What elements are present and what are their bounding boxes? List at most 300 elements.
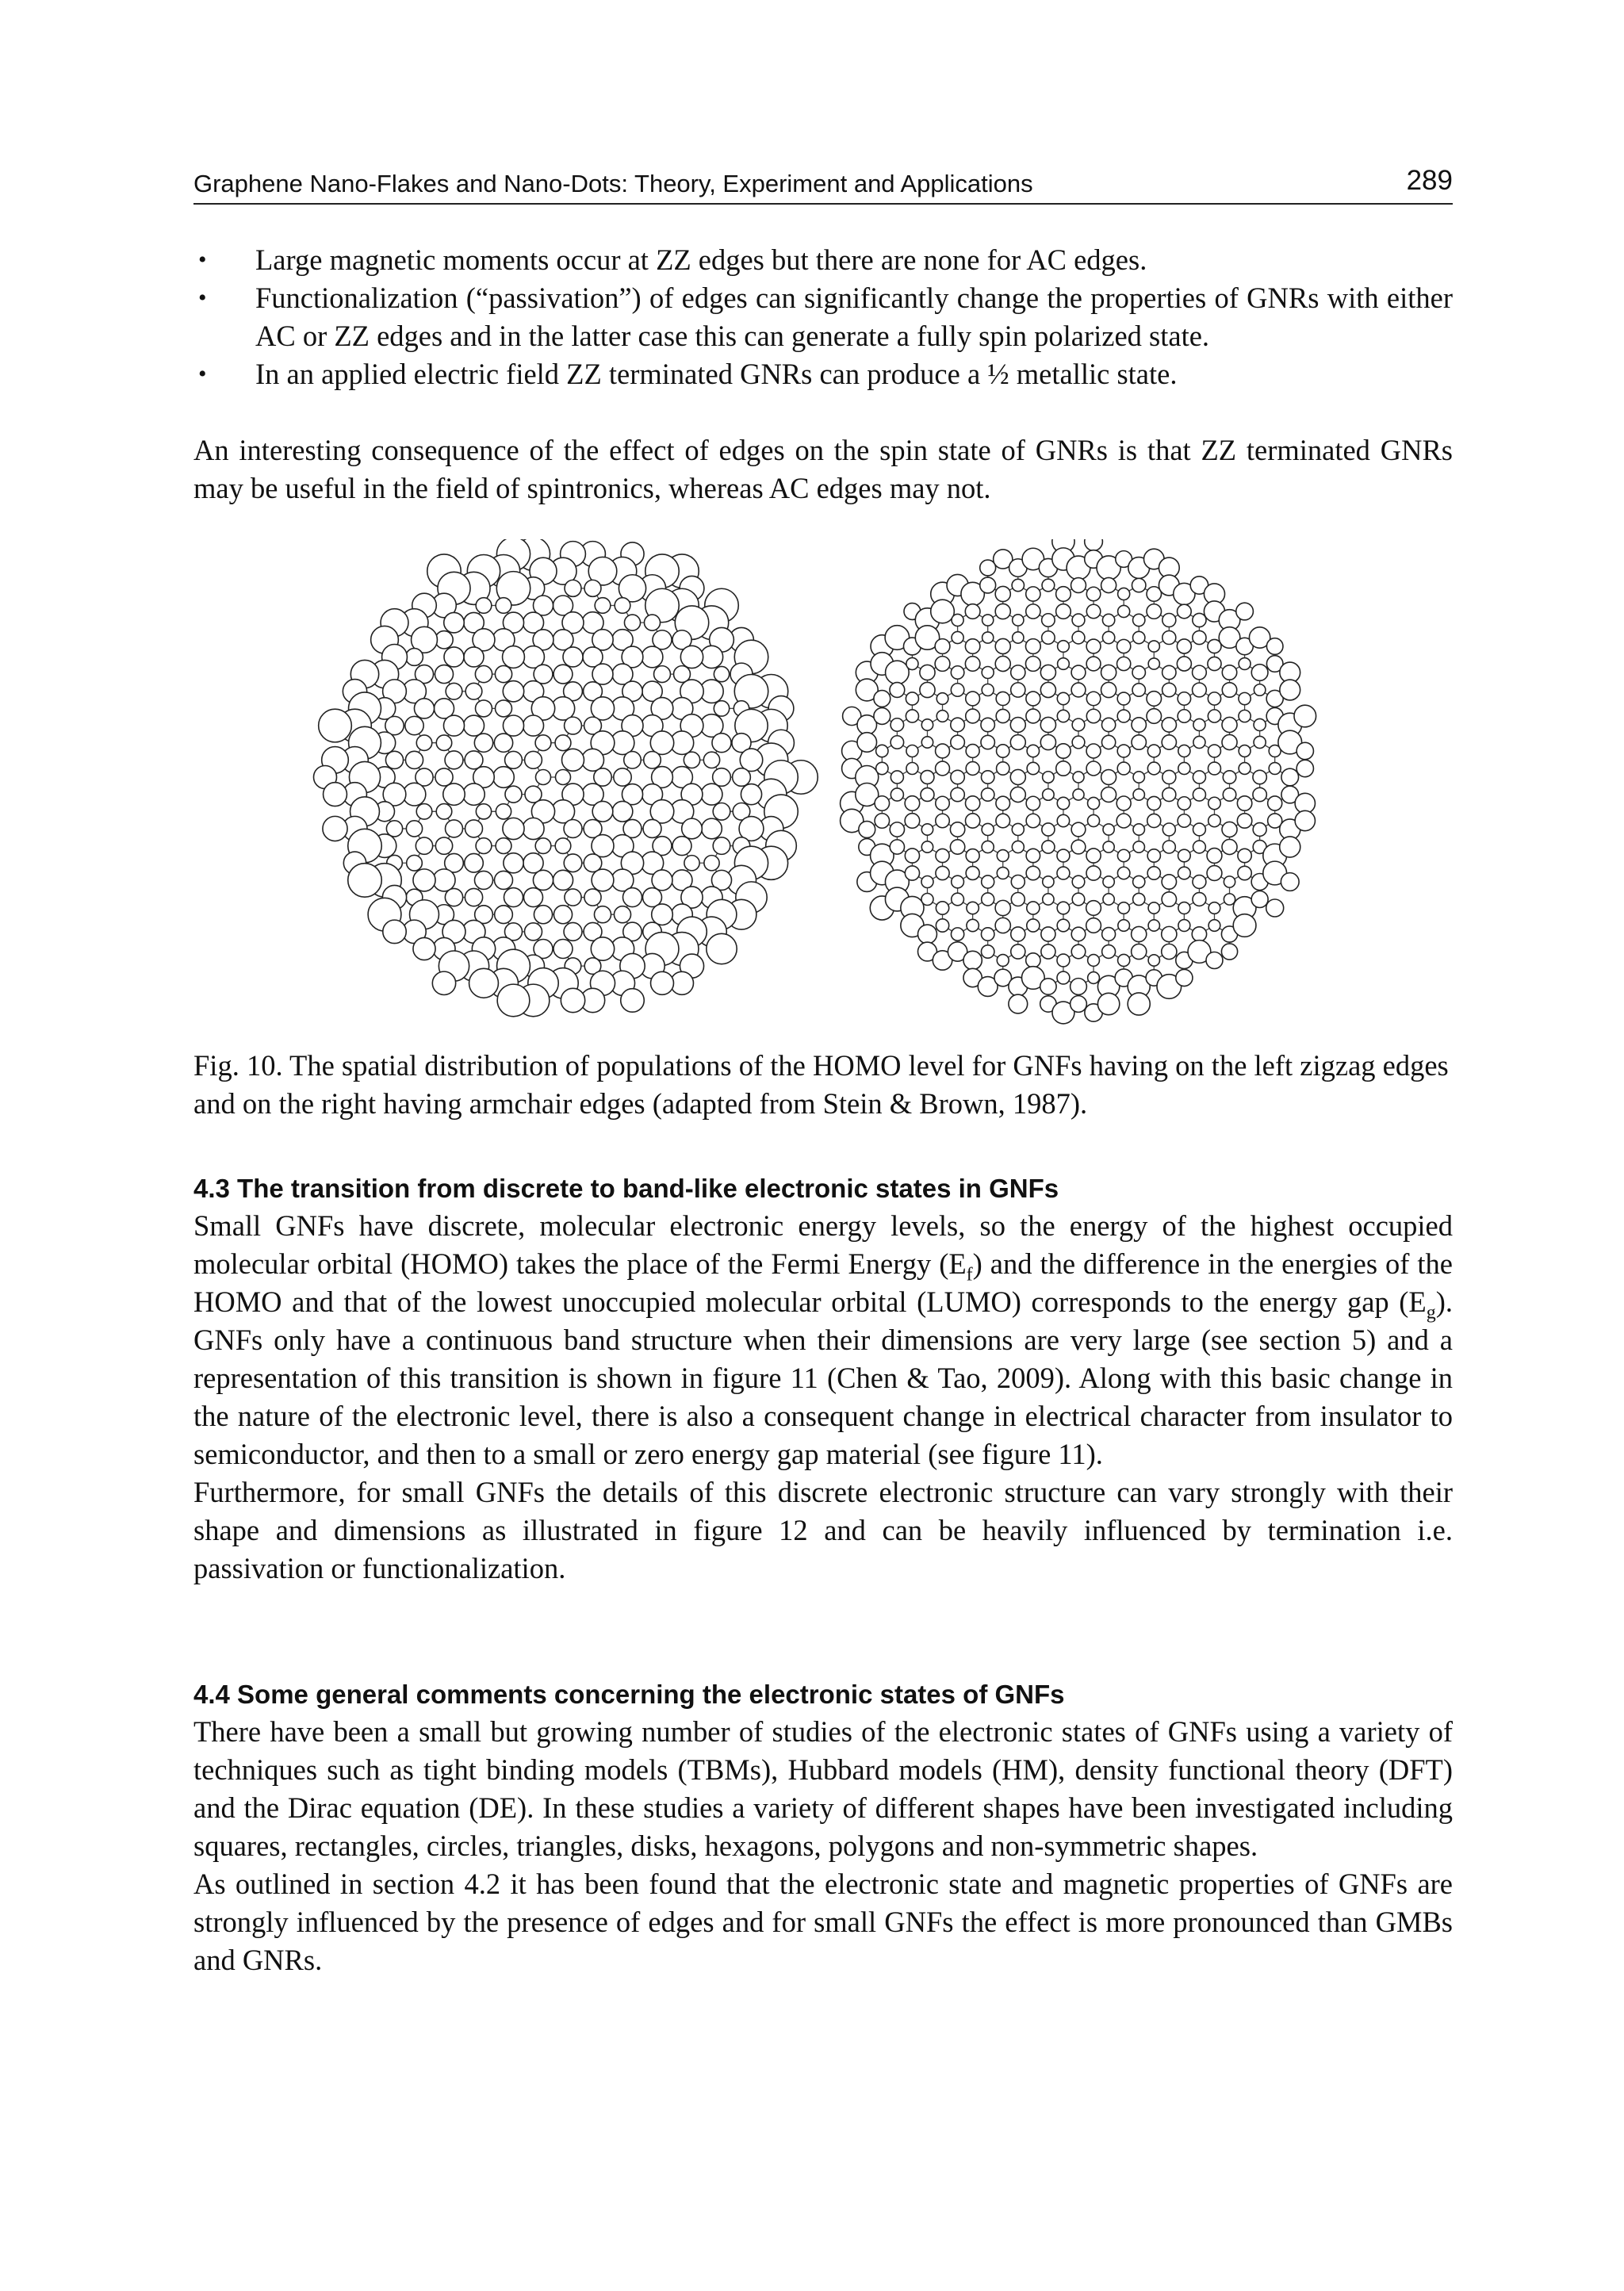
atom-site bbox=[1223, 788, 1235, 801]
atom-site bbox=[952, 631, 963, 643]
atom-site bbox=[1162, 665, 1176, 679]
atom-site bbox=[1040, 734, 1055, 749]
atom-site bbox=[503, 681, 523, 702]
atom-site bbox=[936, 814, 949, 827]
atom-site bbox=[1057, 867, 1070, 879]
atom-site bbox=[890, 840, 904, 854]
bullet-text: Functionalization (“passivation”) of edges can significantly change the properties of GNRs with either AC or ZZ edges and in the latter case this can generate a fully spin polarized state. bbox=[255, 282, 1453, 352]
atom-site bbox=[997, 745, 1009, 757]
atom-site bbox=[1072, 736, 1085, 749]
paragraph-text: ) and the difference in the energies of the HOMO and that of the lowest unoccupied molecular orbital (LUMO) corresponds to the energy gap (E bbox=[193, 1247, 1453, 1318]
atom-site bbox=[1148, 955, 1159, 966]
atom-site bbox=[1236, 603, 1254, 620]
atom-site bbox=[1117, 657, 1131, 670]
atom-site bbox=[1162, 718, 1176, 732]
atom-site bbox=[1042, 579, 1055, 592]
bullet-icon: • bbox=[198, 361, 207, 387]
atom-site bbox=[1086, 901, 1101, 916]
atom-site bbox=[1208, 745, 1220, 757]
atom-site bbox=[592, 835, 614, 857]
atom-site bbox=[981, 735, 994, 749]
atom-site bbox=[963, 951, 982, 969]
atom-site bbox=[1085, 539, 1103, 550]
atom-site bbox=[1057, 919, 1070, 932]
atom-site bbox=[582, 749, 604, 771]
atom-site bbox=[672, 837, 691, 856]
atom-site bbox=[1239, 745, 1251, 757]
atom-site bbox=[535, 735, 551, 751]
atom-site bbox=[921, 893, 933, 905]
atom-site bbox=[1268, 796, 1282, 810]
atom-site bbox=[476, 804, 491, 819]
atom-site bbox=[1040, 979, 1056, 994]
atom-site bbox=[433, 869, 455, 891]
atom-site bbox=[952, 614, 963, 626]
atom-site bbox=[917, 925, 936, 944]
atom-site bbox=[1239, 658, 1251, 670]
atom-site bbox=[495, 665, 511, 682]
atom-site bbox=[713, 803, 730, 820]
atom-site bbox=[464, 647, 484, 667]
section-4-4-paragraph-2: As outlined in section 4.2 it has been found that the electronic state and magnetic properties of GNFs are strongly influenced by the presence of edges and for small GNFs the effect is more pronounced than GMBs and GNRs. bbox=[193, 1868, 1453, 1976]
atom-site bbox=[1132, 926, 1147, 941]
atom-site bbox=[936, 693, 948, 705]
atom-site bbox=[1086, 604, 1101, 619]
atom-site bbox=[592, 869, 614, 891]
atom-site bbox=[936, 849, 949, 862]
atom-site bbox=[1026, 849, 1040, 862]
atom-site bbox=[564, 819, 582, 837]
atom-site bbox=[1117, 710, 1130, 722]
atom-site bbox=[465, 820, 483, 837]
atom-site bbox=[965, 639, 980, 654]
atom-site bbox=[1162, 683, 1176, 696]
atom-site bbox=[891, 771, 903, 783]
atom-site bbox=[1178, 902, 1190, 914]
atom-site bbox=[951, 787, 964, 801]
atom-site bbox=[1101, 682, 1116, 697]
atom-site bbox=[476, 700, 492, 717]
atom-site bbox=[1132, 666, 1145, 679]
atom-site bbox=[1011, 875, 1025, 889]
atom-site bbox=[936, 919, 948, 932]
atom-site bbox=[1071, 927, 1086, 941]
atom-site bbox=[474, 871, 492, 889]
atom-site bbox=[414, 699, 434, 718]
atom-site bbox=[595, 598, 611, 614]
atom-site bbox=[624, 752, 642, 769]
atom-site bbox=[1266, 638, 1283, 655]
atom-site bbox=[1133, 875, 1145, 887]
atom-site bbox=[1208, 657, 1221, 670]
atom-site bbox=[1027, 919, 1040, 932]
atom-site bbox=[413, 937, 435, 960]
atom-site bbox=[966, 867, 979, 880]
atom-site bbox=[383, 920, 406, 943]
atom-site bbox=[1027, 902, 1040, 914]
atom-site bbox=[1043, 772, 1054, 783]
atom-site bbox=[494, 871, 512, 889]
atom-site bbox=[319, 709, 352, 742]
atom-site bbox=[1103, 876, 1114, 887]
atom-site bbox=[684, 856, 699, 871]
atom-site bbox=[476, 598, 492, 614]
atom-site bbox=[1147, 867, 1160, 879]
atom-site bbox=[1148, 658, 1159, 669]
atom-site bbox=[1056, 587, 1071, 602]
atom-site bbox=[996, 814, 1010, 828]
atom-site bbox=[1224, 876, 1235, 887]
atom-site bbox=[951, 735, 965, 749]
atom-site bbox=[936, 711, 948, 722]
bullet-text: Large magnetic moments occur at ZZ edges but there are none for AC edges. bbox=[255, 243, 1147, 276]
atom-site bbox=[1103, 841, 1114, 852]
atom-site bbox=[997, 850, 1009, 862]
atom-site bbox=[995, 918, 1010, 933]
atom-site bbox=[523, 715, 543, 736]
atom-site bbox=[1086, 709, 1100, 722]
atom-site bbox=[1101, 770, 1116, 785]
atom-site bbox=[1254, 684, 1266, 696]
atom-site bbox=[553, 665, 573, 684]
atom-site bbox=[1193, 875, 1206, 889]
atom-site bbox=[324, 783, 347, 806]
atom-site bbox=[1012, 823, 1024, 835]
atom-site bbox=[1253, 787, 1266, 801]
atom-site bbox=[965, 657, 980, 672]
atom-site bbox=[385, 751, 403, 768]
atom-site bbox=[1162, 875, 1176, 889]
atom-site bbox=[997, 762, 1009, 775]
atom-site bbox=[936, 902, 948, 914]
atom-site bbox=[642, 646, 663, 668]
atom-site bbox=[1238, 866, 1251, 879]
atom-site bbox=[951, 684, 964, 697]
atom-site bbox=[534, 906, 552, 924]
atom-site bbox=[416, 735, 431, 750]
paragraph-text: Small GNFs have discrete, molecular electronic energy levels, so the energy of the highest occupied molecular orbital (HOMO) takes the place of the Fermi Energy (E bbox=[193, 1209, 1453, 1280]
armchair-edge-flake bbox=[841, 539, 1316, 1024]
atom-site bbox=[1103, 824, 1114, 835]
atom-site bbox=[982, 684, 994, 695]
atom-site bbox=[1193, 613, 1206, 626]
atom-site bbox=[1026, 604, 1040, 619]
atom-site bbox=[555, 735, 571, 751]
atom-site bbox=[444, 647, 464, 667]
atom-site bbox=[906, 745, 918, 757]
atom-site bbox=[995, 900, 1010, 915]
zigzag-edge-flake bbox=[313, 539, 818, 1017]
atom-site bbox=[1043, 876, 1054, 887]
atom-site bbox=[1072, 718, 1085, 731]
atom-site bbox=[1086, 761, 1101, 776]
atom-site bbox=[995, 586, 1010, 601]
atom-site bbox=[1178, 762, 1190, 774]
atom-site bbox=[584, 889, 601, 906]
atom-site bbox=[1102, 928, 1116, 941]
atom-site bbox=[950, 822, 964, 837]
atom-site bbox=[594, 768, 611, 786]
atom-site bbox=[1101, 735, 1115, 749]
atom-site bbox=[523, 888, 542, 907]
atom-site bbox=[1072, 614, 1085, 626]
atom-site bbox=[1057, 971, 1070, 984]
atom-site bbox=[405, 751, 423, 768]
atom-site bbox=[891, 718, 904, 732]
atom-site bbox=[733, 768, 751, 787]
atom-site bbox=[951, 770, 964, 783]
atom-site bbox=[680, 646, 703, 668]
atom-site bbox=[1011, 683, 1025, 697]
running-header bbox=[193, 163, 1453, 205]
atom-site bbox=[1010, 769, 1025, 784]
atom-site bbox=[997, 955, 1009, 967]
atom-site bbox=[703, 752, 719, 768]
atom-site bbox=[1280, 680, 1300, 700]
atom-site bbox=[1056, 604, 1071, 619]
atom-site bbox=[654, 666, 671, 683]
atom-site bbox=[523, 818, 544, 839]
atom-site bbox=[1041, 944, 1055, 959]
atom-site bbox=[951, 928, 963, 941]
atom-site bbox=[1071, 822, 1086, 837]
atom-site bbox=[701, 783, 722, 805]
atom-site bbox=[465, 853, 484, 872]
atom-site bbox=[432, 971, 455, 994]
atom-site bbox=[1012, 579, 1024, 591]
atom-site bbox=[1253, 823, 1266, 837]
atom-site bbox=[714, 666, 729, 681]
atom-site bbox=[1056, 761, 1071, 776]
atom-site bbox=[1162, 841, 1175, 853]
atom-site bbox=[1193, 736, 1205, 748]
atom-site bbox=[503, 818, 524, 839]
atom-site bbox=[1011, 665, 1025, 680]
atom-site bbox=[1178, 692, 1190, 705]
atom-site bbox=[905, 866, 919, 880]
atom-site bbox=[712, 734, 731, 753]
atom-site bbox=[905, 814, 920, 829]
atom-site bbox=[584, 580, 601, 596]
atom-site bbox=[921, 841, 933, 852]
atom-site bbox=[1013, 615, 1024, 626]
atom-site bbox=[1071, 979, 1087, 995]
atom-site bbox=[1162, 614, 1176, 627]
atom-site bbox=[505, 786, 522, 803]
atom-site bbox=[407, 855, 423, 871]
atom-site bbox=[1162, 735, 1176, 749]
atom-site bbox=[651, 971, 674, 994]
atom-site bbox=[1086, 657, 1101, 671]
atom-site bbox=[525, 923, 542, 941]
atom-site bbox=[1147, 745, 1160, 757]
atom-site bbox=[1177, 639, 1191, 653]
atom-site bbox=[1026, 953, 1040, 967]
atom-site bbox=[504, 853, 523, 873]
atom-site bbox=[981, 718, 994, 731]
atom-site bbox=[1041, 927, 1055, 941]
atom-site bbox=[1117, 692, 1130, 705]
atom-site bbox=[950, 840, 964, 854]
atom-site bbox=[405, 716, 423, 734]
atom-site bbox=[1026, 587, 1040, 601]
atom-site bbox=[1192, 927, 1206, 941]
atom-site bbox=[1128, 993, 1150, 1015]
atom-site bbox=[981, 945, 994, 958]
atom-site bbox=[1147, 709, 1162, 724]
atom-site bbox=[921, 875, 933, 887]
atom-site bbox=[496, 804, 511, 819]
atom-site bbox=[981, 928, 994, 941]
atom-site bbox=[982, 875, 994, 888]
atom-site bbox=[1086, 744, 1101, 758]
atom-site bbox=[1042, 841, 1055, 853]
atom-site bbox=[1193, 823, 1205, 836]
atom-site bbox=[1237, 814, 1251, 828]
atom-site bbox=[700, 646, 722, 668]
atom-site bbox=[1101, 577, 1116, 592]
atom-site bbox=[876, 745, 888, 757]
atom-site bbox=[1132, 718, 1146, 732]
atom-site bbox=[1057, 902, 1070, 914]
atom-site bbox=[996, 709, 1009, 722]
atom-site bbox=[476, 838, 492, 854]
section-4-3-paragraph-2: Furthermore, for small GNFs the details of this discrete electronic structure can vary strongly with their shape and dimensions as illustrated in figure 12 and can be heavily influenced by termination i.e. passivation or functionalization. bbox=[193, 1476, 1453, 1584]
atom-site bbox=[1148, 641, 1159, 652]
atom-site bbox=[1281, 768, 1299, 786]
atom-site bbox=[1224, 894, 1235, 905]
atom-site bbox=[1133, 824, 1144, 835]
subscript-g: g bbox=[1426, 1302, 1436, 1324]
atom-site bbox=[951, 718, 965, 732]
atom-site bbox=[1088, 972, 1100, 984]
bullet-icon: • bbox=[198, 285, 207, 311]
atom-site bbox=[496, 700, 512, 717]
atom-site bbox=[474, 734, 492, 752]
atom-site bbox=[406, 649, 423, 666]
atom-site bbox=[446, 820, 463, 837]
atom-site bbox=[1162, 787, 1176, 801]
atom-site bbox=[469, 968, 499, 998]
atom-site bbox=[1254, 736, 1266, 748]
atom-site bbox=[614, 768, 631, 786]
atom-site bbox=[1208, 814, 1221, 827]
atom-site bbox=[1026, 866, 1040, 879]
atom-site bbox=[982, 893, 994, 906]
atom-site bbox=[1162, 823, 1175, 836]
atom-site bbox=[1057, 849, 1070, 862]
atom-site bbox=[1118, 605, 1130, 617]
atom-site bbox=[435, 768, 453, 786]
atom-site bbox=[445, 751, 463, 769]
atom-site bbox=[1013, 632, 1024, 643]
homo-distribution-figure bbox=[301, 539, 1332, 1047]
atom-site bbox=[1162, 631, 1176, 645]
atom-site bbox=[652, 870, 672, 891]
atom-site bbox=[995, 656, 1010, 671]
atom-site bbox=[965, 814, 979, 828]
atom-site bbox=[1132, 735, 1146, 749]
atom-site bbox=[1117, 745, 1130, 757]
atom-site bbox=[875, 814, 889, 828]
atom-site bbox=[591, 937, 614, 960]
atom-site bbox=[1058, 658, 1070, 670]
atom-site bbox=[1193, 841, 1205, 853]
atom-site bbox=[1237, 796, 1251, 810]
atom-site bbox=[1026, 814, 1040, 827]
atom-site bbox=[920, 665, 935, 680]
atom-site bbox=[1162, 944, 1177, 959]
atom-site bbox=[1086, 639, 1101, 653]
atom-site bbox=[906, 657, 918, 669]
atom-site bbox=[936, 866, 949, 879]
atom-site bbox=[445, 888, 462, 906]
atom-site bbox=[1221, 944, 1237, 960]
atom-site bbox=[935, 639, 950, 654]
atom-site bbox=[1086, 918, 1101, 933]
intro-paragraph: An interesting consequence of the effect of edges on the spin state of GNRs is that ZZ terminated GNRs may be useful in the field of spintronics, whereas AC edges may not. bbox=[193, 434, 1453, 504]
atom-site bbox=[1233, 914, 1256, 937]
atom-site bbox=[443, 783, 465, 805]
atom-site bbox=[406, 821, 422, 837]
atom-site bbox=[967, 919, 979, 931]
atom-site bbox=[475, 665, 492, 682]
atom-site bbox=[1208, 710, 1220, 722]
atom-site bbox=[1133, 631, 1145, 643]
atom-site bbox=[982, 841, 994, 852]
atom-site bbox=[436, 804, 452, 820]
atom-site bbox=[1117, 762, 1130, 775]
atom-site bbox=[1222, 717, 1237, 732]
atom-site bbox=[1042, 614, 1055, 627]
atom-site bbox=[1147, 796, 1161, 810]
atom-site bbox=[416, 804, 432, 820]
atom-site bbox=[1297, 760, 1313, 776]
atom-site bbox=[951, 666, 964, 680]
atom-site bbox=[952, 893, 964, 906]
atom-site bbox=[1009, 994, 1028, 1013]
atom-site bbox=[1193, 893, 1206, 906]
section-4-3-paragraph-1 bbox=[193, 1207, 1453, 1473]
atom-site bbox=[890, 683, 905, 698]
atom-site bbox=[535, 838, 551, 854]
atom-site bbox=[1072, 631, 1085, 644]
subscript-f: f bbox=[966, 1264, 973, 1285]
atom-site bbox=[921, 719, 933, 730]
atom-site bbox=[936, 761, 950, 776]
atom-site bbox=[875, 796, 889, 810]
atom-site bbox=[1086, 866, 1101, 880]
page-number: 289 bbox=[1406, 165, 1453, 196]
atom-site bbox=[906, 710, 918, 722]
atom-site bbox=[1132, 944, 1147, 959]
section-heading-4-4: 4.4 Some general comments concerning the electronic states of GNFs bbox=[193, 1680, 1065, 1709]
atom-site bbox=[1147, 692, 1162, 707]
atom-site bbox=[497, 984, 530, 1017]
atom-site bbox=[1026, 796, 1040, 810]
atom-site bbox=[1147, 762, 1160, 775]
atom-site bbox=[905, 849, 919, 863]
atom-site bbox=[1057, 797, 1069, 809]
atom-site bbox=[1102, 945, 1116, 959]
atom-site bbox=[1239, 710, 1251, 722]
atom-site bbox=[1117, 639, 1131, 653]
atom-site bbox=[1057, 710, 1069, 722]
atom-site bbox=[1010, 787, 1025, 802]
atom-site bbox=[564, 854, 582, 872]
atom-site bbox=[1103, 894, 1114, 905]
atom-site bbox=[1011, 893, 1025, 906]
